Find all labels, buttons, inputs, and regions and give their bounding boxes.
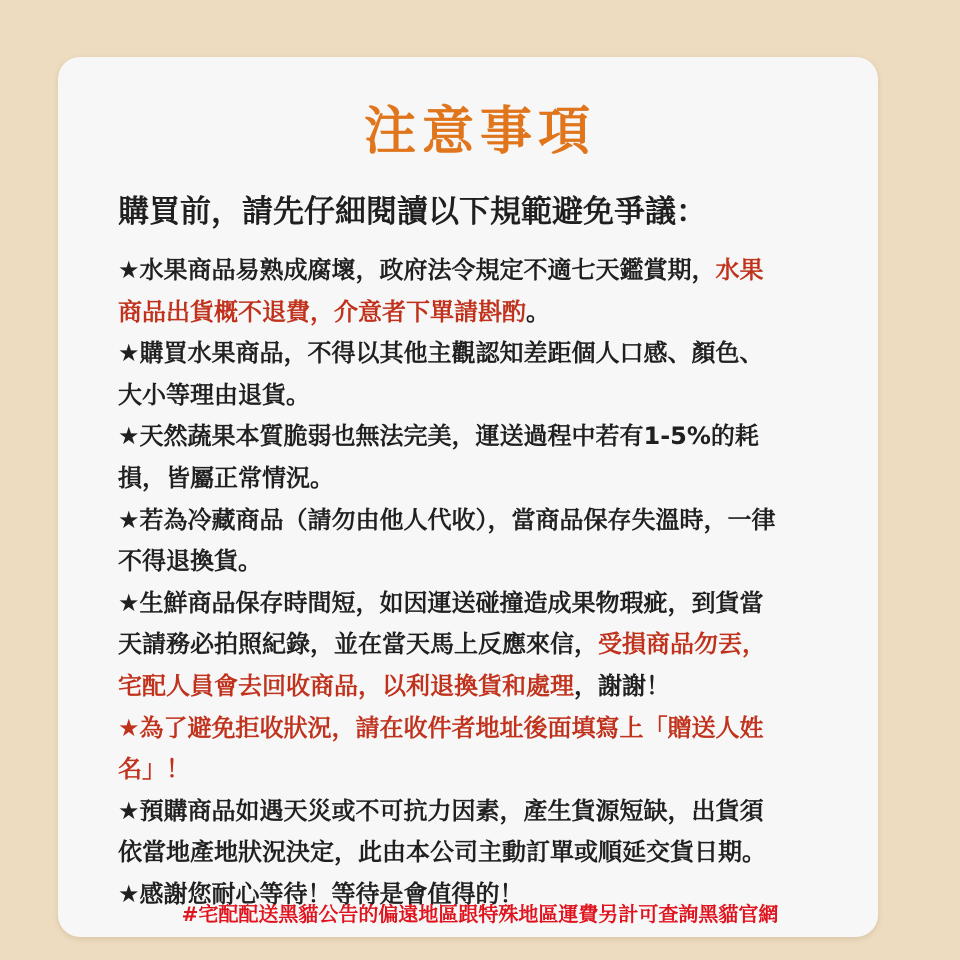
rule-line xyxy=(118,250,838,292)
rule-line xyxy=(118,749,838,791)
intro-heading: 購買前，請先仔細閱讀以下規範避免爭議： xyxy=(118,194,707,230)
rule-emphasis-text: 受損商品勿丟， xyxy=(598,630,766,659)
page-title: 注意事項 xyxy=(363,102,596,162)
rule-line xyxy=(118,541,838,583)
rule-text: ★水果商品易熟成腐壞，政府法令規定不適七天鑑賞期， xyxy=(118,256,716,284)
rule-text: 天請務必拍照紀錄，並在當天馬上反應來信， xyxy=(118,630,598,659)
rule-text: ，謝謝！ xyxy=(574,671,670,700)
rule-text: 。 xyxy=(526,297,550,326)
rule-line xyxy=(118,666,838,708)
rule-line xyxy=(118,708,838,750)
rule-text: 大小等理由退貨。 xyxy=(118,380,310,409)
rule-text: ★預購商品如遇天災或不可抗力因素，產生貨源短缺，出貨須 xyxy=(118,796,764,825)
rule-line xyxy=(118,624,838,666)
rule-text: 不得退換貨。 xyxy=(118,547,262,576)
rule-text: 依當地產地狀況決定，此由本公司主動訂單或順延交貨日期。 xyxy=(118,838,766,867)
rule-emphasis-text: ★為了避免拒收狀況，請在收件者地址後面填寫上「贈送人姓 xyxy=(118,713,764,742)
shipping-footnote: #宅配配送黑貓公告的偏遠地區跟特殊地區運費另計可查詢黑貓官網 xyxy=(181,902,779,926)
rule-text: ★若為冷藏商品（請勿由他人代收），當商品保存失溫時，一律 xyxy=(118,505,776,534)
rule-emphasis-text: 名」！ xyxy=(118,755,190,784)
rule-line xyxy=(118,791,838,833)
rule-emphasis-text: 宅配人員會去回收商品，以利退換貨和處理 xyxy=(118,671,574,700)
rule-line xyxy=(118,458,838,500)
rule-line xyxy=(118,583,838,625)
rule-line xyxy=(118,333,838,375)
rule-text: ★購買水果商品，不得以其他主觀認知差距個人口感、顏色、 xyxy=(118,339,764,368)
rule-emphasis-text: 商品出貨概不退費，介意者下單請斟酌 xyxy=(118,297,526,326)
rules-list xyxy=(118,250,838,916)
rule-line xyxy=(118,416,838,458)
rule-emphasis-text: 水果 xyxy=(715,256,764,284)
rule-text: ★感謝您耐心等待！等待是會值得的！ xyxy=(118,879,524,908)
rule-line xyxy=(118,375,838,417)
rule-line xyxy=(118,292,838,334)
rule-text: ★天然蔬果本質脆弱也無法完美，運送過程中若有1-5%的耗 xyxy=(118,422,759,451)
rule-text: ★生鮮商品保存時間短，如因運送碰撞造成果物瑕疵，到貨當 xyxy=(118,588,764,617)
rule-line xyxy=(118,500,838,542)
rule-line xyxy=(118,832,838,874)
rule-text: 損，皆屬正常情況。 xyxy=(118,463,334,492)
